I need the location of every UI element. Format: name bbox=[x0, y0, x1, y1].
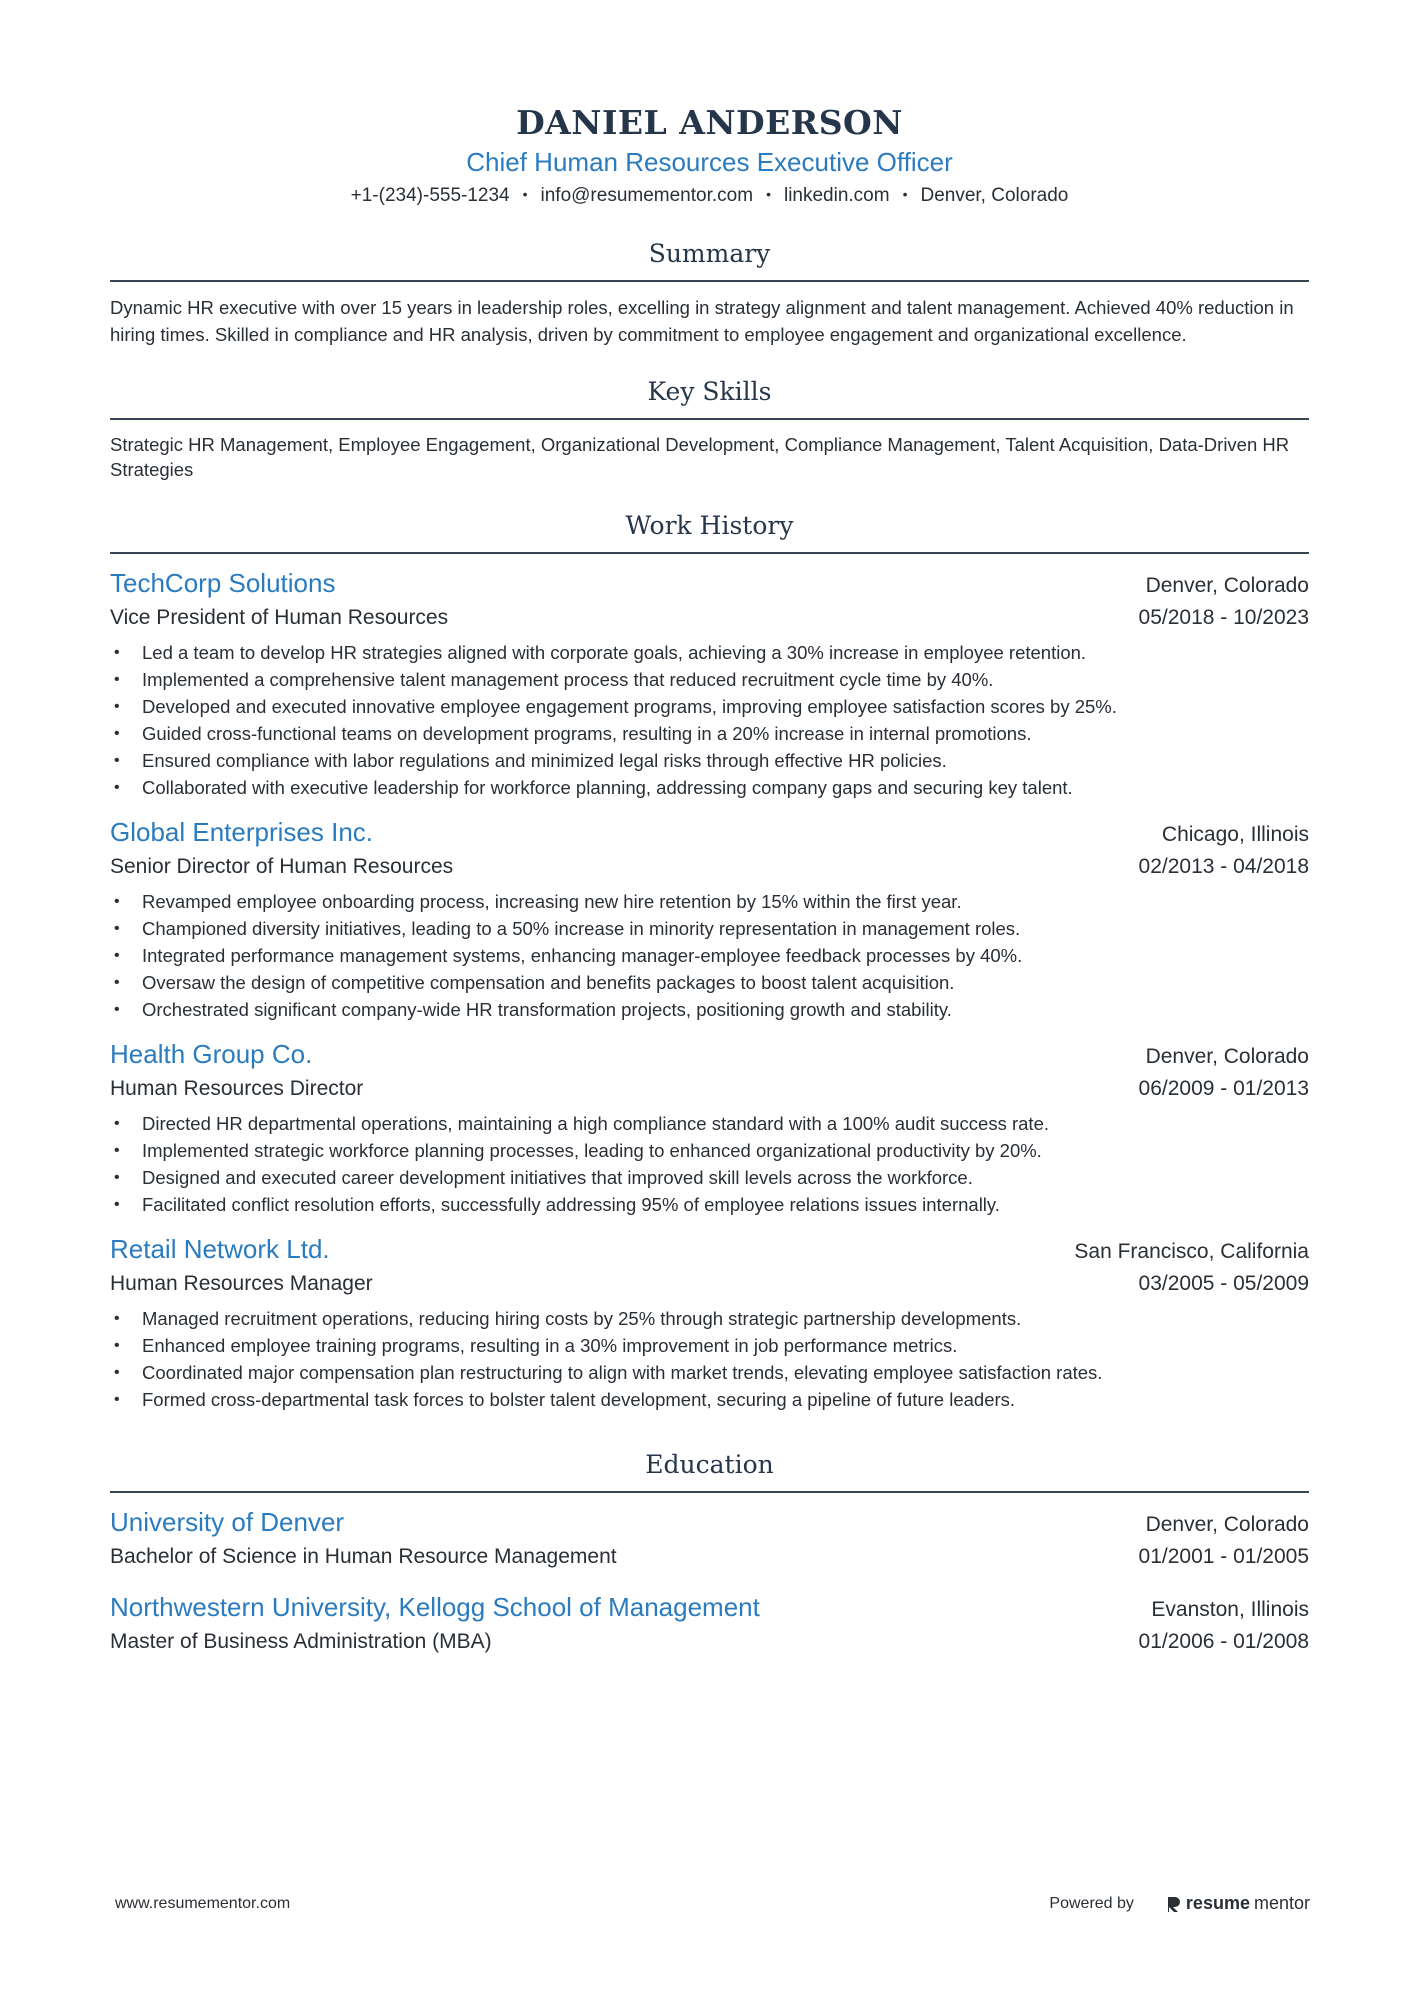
education-dates: 01/2006 - 01/2008 bbox=[1138, 1630, 1309, 1653]
job-bullet: • Integrated performance management systems, enhancing manager-employee feedback processes by 40%. bbox=[110, 942, 1309, 969]
school-list bbox=[110, 1505, 1309, 1657]
job-list bbox=[110, 566, 1309, 1413]
job-bullet: • Collaborated with executive leadership for workforce planning, addressing company gaps and securing key talent. bbox=[110, 774, 1309, 801]
job-header-row bbox=[110, 1232, 1309, 1269]
education-entry bbox=[110, 1505, 1309, 1572]
education-entry bbox=[110, 1590, 1309, 1657]
contact-location: Denver, Colorado bbox=[920, 185, 1069, 206]
degree-row bbox=[110, 1627, 1309, 1657]
job-dates: 02/2013 - 04/2018 bbox=[1138, 855, 1309, 878]
skills-text: Strategic HR Management, Employee Engagement, Organizational Development, Compliance Management, Talent Acquisition, Data-Driven HR Strategies bbox=[110, 434, 1290, 480]
job-role: Human Resources Director bbox=[110, 1077, 364, 1100]
brand-logo bbox=[1166, 1893, 1310, 1914]
contact-separator: • bbox=[522, 186, 528, 202]
work-history-section bbox=[110, 508, 1309, 1413]
job-bullet: • Enhanced employee training programs, resulting in a 30% improvement in job performance metrics. bbox=[110, 1332, 1309, 1359]
summary-text: Dynamic HR executive with over 15 years in leadership roles, excelling in strategy alignment and talent management. Achieved 40% reduction in hiring times. Skilled in compliance and HR analysis, driven by commitment to employee engagement and organizational excellence. bbox=[110, 297, 1294, 345]
school-location: Denver, Colorado bbox=[1145, 1513, 1309, 1536]
contact-separator: • bbox=[902, 186, 908, 202]
job-bullet: • Revamped employee onboarding process, increasing new hire retention by 15% within the first year. bbox=[110, 888, 1309, 915]
education-dates: 01/2001 - 01/2005 bbox=[1138, 1545, 1309, 1568]
job-bullet: • Facilitated conflict resolution efforts, successfully addressing 95% of employee relations issues internally. bbox=[110, 1191, 1309, 1218]
job-header-row bbox=[110, 566, 1309, 603]
job-role: Human Resources Manager bbox=[110, 1272, 373, 1295]
job-entry bbox=[110, 815, 1309, 1023]
job-bullets bbox=[110, 1305, 1309, 1413]
job-entry bbox=[110, 566, 1309, 801]
job-role-row bbox=[110, 852, 1309, 882]
job-location: Denver, Colorado bbox=[1145, 1045, 1309, 1068]
company-name: TechCorp Solutions bbox=[110, 568, 336, 598]
job-bullet: • Orchestrated significant company-wide HR transformation projects, positioning growth and stability. bbox=[110, 996, 1309, 1023]
powered-by-label: Powered by bbox=[1049, 1894, 1134, 1912]
job-bullet: • Managed recruitment operations, reducing hiring costs by 25% through strategic partnership developments. bbox=[110, 1305, 1309, 1332]
brand-bold: resume bbox=[1185, 1893, 1250, 1913]
brand-light: mentor bbox=[1253, 1893, 1310, 1913]
job-bullet: • Implemented a comprehensive talent management process that reduced recruitment cycle time by 40%. bbox=[110, 666, 1309, 693]
job-entry bbox=[110, 1232, 1309, 1413]
job-bullet: • Formed cross-departmental task forces to bolster talent development, securing a pipeline of future leaders. bbox=[110, 1386, 1309, 1413]
job-location: San Francisco, California bbox=[1074, 1240, 1309, 1263]
degree: Bachelor of Science in Human Resource Management bbox=[110, 1545, 617, 1568]
job-entry bbox=[110, 1037, 1309, 1218]
resume-header bbox=[110, 100, 1309, 212]
degree: Master of Business Administration (MBA) bbox=[110, 1630, 492, 1653]
contact-phone: +1-(234)-555-1234 bbox=[350, 185, 510, 206]
resumementor-logo-icon bbox=[1166, 1895, 1182, 1913]
job-bullet: • Coordinated major compensation plan restructuring to align with market trends, elevating employee satisfaction rates. bbox=[110, 1359, 1309, 1386]
job-bullets bbox=[110, 639, 1309, 801]
summary-section bbox=[110, 236, 1309, 348]
company-name: Retail Network Ltd. bbox=[110, 1234, 330, 1264]
job-role-row bbox=[110, 1269, 1309, 1299]
job-role-row bbox=[110, 603, 1309, 633]
school-location: Evanston, Illinois bbox=[1151, 1598, 1309, 1621]
skills-section bbox=[110, 374, 1309, 482]
summary-heading: Summary bbox=[110, 236, 1309, 282]
job-location: Chicago, Illinois bbox=[1161, 823, 1309, 846]
job-dates: 06/2009 - 01/2013 bbox=[1138, 1077, 1309, 1100]
job-dates: 05/2018 - 10/2023 bbox=[1138, 606, 1309, 629]
candidate-name: DANIEL ANDERSON bbox=[516, 103, 903, 142]
contact-separator: • bbox=[766, 186, 771, 202]
job-bullet: • Developed and executed innovative employee engagement programs, improving employee satisfaction scores by 25%. bbox=[110, 693, 1309, 720]
page-footer bbox=[115, 1893, 1310, 1914]
degree-row bbox=[110, 1542, 1309, 1572]
job-dates: 03/2005 - 05/2009 bbox=[1138, 1272, 1309, 1295]
company-name: Global Enterprises Inc. bbox=[110, 817, 374, 847]
job-role-row bbox=[110, 1074, 1309, 1104]
education-section bbox=[110, 1447, 1309, 1657]
job-bullet: • Oversaw the design of competitive compensation and benefits packages to boost talent acquisition. bbox=[110, 969, 1309, 996]
contact-linkedin: linkedin.com bbox=[783, 185, 890, 206]
footer-website: www.resumementor.com bbox=[115, 1894, 291, 1912]
powered-by bbox=[1049, 1893, 1310, 1914]
work-history-heading: Work History bbox=[110, 508, 1309, 554]
job-bullets bbox=[110, 888, 1309, 1023]
job-bullet: • Led a team to develop HR strategies aligned with corporate goals, achieving a 30% increase in employee retention. bbox=[110, 639, 1309, 666]
job-header-row bbox=[110, 815, 1309, 852]
company-name: Health Group Co. bbox=[110, 1039, 313, 1069]
skills-heading: Key Skills bbox=[110, 374, 1309, 420]
school-name: Northwestern University, Kellogg School of Management bbox=[110, 1592, 760, 1622]
job-bullet: • Guided cross-functional teams on development programs, resulting in a 20% increase in internal promotions. bbox=[110, 720, 1309, 747]
job-bullet: • Championed diversity initiatives, leading to a 50% increase in minority representation in management roles. bbox=[110, 915, 1309, 942]
job-role: Senior Director of Human Resources bbox=[110, 855, 454, 878]
job-bullet: • Designed and executed career development initiatives that improved skill levels across the workforce. bbox=[110, 1164, 1309, 1191]
job-bullet: • Directed HR departmental operations, maintaining a high compliance standard with a 100% audit success rate. bbox=[110, 1110, 1309, 1137]
job-bullet: • Ensured compliance with labor regulations and minimized legal risks through effective HR policies. bbox=[110, 747, 1309, 774]
contact-email: info@resumementor.com bbox=[540, 185, 754, 206]
job-header-row bbox=[110, 1037, 1309, 1074]
contact-line bbox=[110, 178, 1309, 212]
school-name: University of Denver bbox=[110, 1507, 345, 1537]
school-header-row bbox=[110, 1505, 1309, 1542]
job-location: Denver, Colorado bbox=[1145, 574, 1309, 597]
school-header-row bbox=[110, 1590, 1309, 1627]
job-bullets bbox=[110, 1110, 1309, 1218]
education-heading: Education bbox=[110, 1447, 1309, 1493]
job-role: Vice President of Human Resources bbox=[110, 606, 449, 629]
resume-page bbox=[110, 100, 1309, 1657]
candidate-title: Chief Human Resources Executive Officer bbox=[466, 147, 953, 177]
job-bullet: • Implemented strategic workforce planning processes, leading to enhanced organizational productivity by 20%. bbox=[110, 1137, 1309, 1164]
